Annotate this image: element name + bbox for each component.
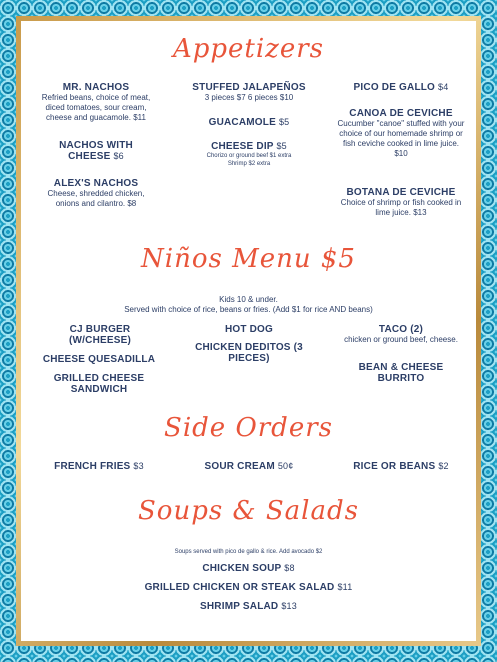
item-name: RICE OR BEANS	[353, 461, 436, 472]
item-name: CHEESE QUESADILLA	[42, 354, 156, 365]
sides-title: Side Orders	[164, 413, 333, 443]
item-name: HOT DOG	[224, 324, 274, 335]
item-name: SOUR CREAM	[204, 461, 275, 472]
appetizers-title: Appetizers	[172, 34, 325, 64]
item-cj-burger	[44, 324, 156, 346]
item-name: ALEX'S NACHOS	[53, 178, 139, 189]
item-mr-nachos	[34, 82, 158, 123]
item-price: $3	[133, 461, 144, 471]
item-taco	[338, 324, 464, 345]
item-desc: Choice of shrimp or fish cooked in lime juice.	[340, 198, 462, 217]
item-price: 50¢	[277, 461, 294, 471]
item-price: $13	[413, 208, 427, 217]
item-price: $8	[284, 563, 295, 573]
item-name: CJ BURGER (W/CHEESE)	[69, 324, 131, 346]
item-botana	[336, 187, 466, 218]
item-name: SHRIMP SALAD	[200, 601, 279, 612]
item-name: CHICKEN SOUP	[202, 563, 282, 574]
item-price: $2	[438, 461, 449, 471]
item-hot-dog	[186, 324, 312, 335]
item-stuffed-jalapenos	[176, 82, 322, 103]
item-rice-beans	[336, 461, 466, 472]
item-cheese-dip	[176, 141, 322, 168]
item-canoa	[336, 108, 466, 159]
item-price: $11	[337, 582, 353, 592]
item-desc: Cheese, shredded chicken, onions and cilantro.	[47, 189, 145, 208]
item-grilled-cheese	[48, 373, 150, 395]
item-name: CHEESE DIP	[211, 141, 274, 152]
item-desc: chicken or ground beef, cheese.	[344, 335, 458, 344]
item-desc: Refried beans, choice of meat, diced tomatoes, sour cream, cheese and guacamole.	[41, 93, 151, 122]
item-cheese-quesadilla	[36, 354, 162, 365]
item-desc: Cucumber "canoe" stuffed with your choice of our homemade shrimp or fish ceviche cooked in lime juice.	[337, 119, 465, 148]
item-price: $8	[127, 199, 137, 208]
item-chicken-deditos	[186, 342, 312, 364]
ninos-note: Served with choice of rice, beans or fries. (Add $1 for rice AND beans)	[124, 305, 373, 314]
item-name: CANOA DE CEVICHE	[349, 108, 453, 119]
item-price: $11	[133, 113, 146, 122]
item-pico	[338, 82, 464, 93]
item-nachos-cheese	[50, 140, 142, 162]
item-salad	[0, 582, 497, 593]
item-shrimp-salad	[0, 601, 497, 612]
item-bean-burrito	[348, 362, 454, 384]
item-name: NACHOS WITH CHEESE	[59, 140, 133, 162]
item-name: GRILLED CHICKEN OR STEAK SALAD	[144, 582, 335, 593]
item-name: TACO (2)	[378, 324, 424, 335]
item-price: $5	[278, 117, 290, 127]
item-sour-cream	[186, 461, 312, 472]
item-name: BOTANA DE CEVICHE	[346, 187, 456, 198]
item-alex-nachos	[36, 178, 156, 209]
item-name: GRILLED CHEESE SANDWICH	[53, 373, 145, 395]
item-price: $10	[394, 149, 408, 158]
item-sub: Shrimp $2 extra	[227, 161, 271, 167]
item-guacamole	[176, 117, 322, 128]
item-fries	[36, 461, 162, 472]
item-price: $5	[276, 141, 287, 151]
item-sub: 3 pieces $7 6 pieces $10	[204, 93, 294, 102]
item-name: GUACAMOLE	[208, 117, 276, 128]
item-name: FRENCH FRIES	[54, 461, 131, 472]
soups-title: Soups & Salads	[138, 496, 359, 526]
item-name: MR. NACHOS	[62, 82, 130, 93]
ninos-note: Kids 10 & under.	[219, 295, 278, 304]
ninos-title: Niños Menu $5	[141, 244, 356, 274]
soups-note: Soups served with pico de gallo & rice. Add avocado $2	[174, 549, 323, 555]
item-name: BEAN & CHEESE BURRITO	[358, 362, 444, 384]
item-name: PICO DE GALLO	[353, 82, 436, 93]
item-name: STUFFED JALAPEÑOS	[192, 82, 306, 93]
item-name: CHICKEN DEDITOS (3 PIECES)	[195, 342, 303, 364]
item-price: $4	[438, 82, 449, 92]
item-chicken-soup	[0, 563, 497, 574]
item-price: $13	[281, 601, 297, 611]
item-price: $6	[113, 151, 124, 161]
item-sub: Chorizo or ground beef $1 extra	[206, 153, 292, 159]
